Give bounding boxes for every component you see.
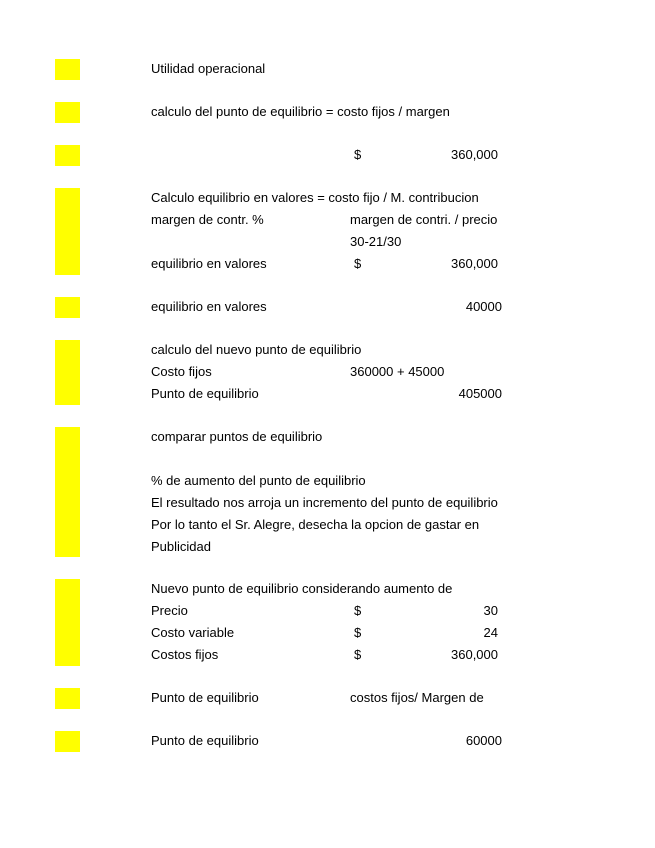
punto-equilibrio-label-2: Punto de equilibrio xyxy=(151,690,259,705)
equilibrio-valores-value: 360,000 xyxy=(451,256,498,271)
costos-fijos-label: Costos fijos xyxy=(151,647,219,662)
punto-equilibrio-formula: calculo del punto de equilibrio = costo fijos / margen xyxy=(151,104,450,119)
fixed-cost-value: 360,000 xyxy=(451,147,498,162)
currency-symbol: $ xyxy=(354,147,362,162)
comparar-puntos-heading: comparar puntos de equilibrio xyxy=(151,429,323,444)
conclusion-text: Por lo tanto el Sr. Alegre, desecha la opcion de gastar en xyxy=(151,517,480,532)
publicidad-text: Publicidad xyxy=(151,539,211,554)
punto-equilibrio-value: 405000 xyxy=(458,386,502,401)
margen-contr-label: margen de contr. % xyxy=(151,212,264,227)
costo-fijos-label: Costo fijos xyxy=(151,364,212,379)
currency-symbol: $ xyxy=(354,603,362,618)
nuevo-punto-aumento-heading: Nuevo punto de equilibrio considerando aumento de xyxy=(151,581,453,596)
punto-equilibrio-label-3: Punto de equilibrio xyxy=(151,733,259,748)
equilibrio-valores-label: equilibrio en valores xyxy=(151,256,267,271)
currency-symbol: $ xyxy=(354,625,362,640)
currency-symbol: $ xyxy=(354,647,362,662)
utilidad-operacional-label: Utilidad operacional xyxy=(151,61,266,76)
equilibrio-valores-label-2: equilibrio en valores xyxy=(151,299,267,314)
costo-variable-label: Costo variable xyxy=(151,625,235,640)
currency-symbol: $ xyxy=(354,256,362,271)
nuevo-punto-equilibrio-heading: calculo del nuevo punto de equilibrio xyxy=(151,342,362,357)
equilibrio-valores-result: 40000 xyxy=(465,299,502,314)
punto-equilibrio-formula-2: costos fijos/ Margen de xyxy=(350,690,484,705)
porcentaje-aumento-label: % de aumento del punto de equilibrio xyxy=(151,473,366,488)
costos-fijos-value: 360,000 xyxy=(451,647,498,662)
margen-contr-formula: margen de contri. / precio xyxy=(350,212,498,227)
costo-fijos-sum: 360000 + 45000 xyxy=(350,364,445,379)
equilibrio-valores-formula: Calculo equilibrio en valores = costo fijo / M. contribucion xyxy=(151,190,479,205)
punto-equilibrio-label: Punto de equilibrio xyxy=(151,386,259,401)
costo-variable-value: 24 xyxy=(483,625,498,640)
margen-calc: 30-21/30 xyxy=(350,234,402,249)
precio-value: 30 xyxy=(483,603,498,618)
resultado-text: El resultado nos arroja un incremento del punto de equilibrio xyxy=(151,495,498,510)
precio-label: Precio xyxy=(151,603,188,618)
punto-equilibrio-final-value: 60000 xyxy=(465,733,502,748)
